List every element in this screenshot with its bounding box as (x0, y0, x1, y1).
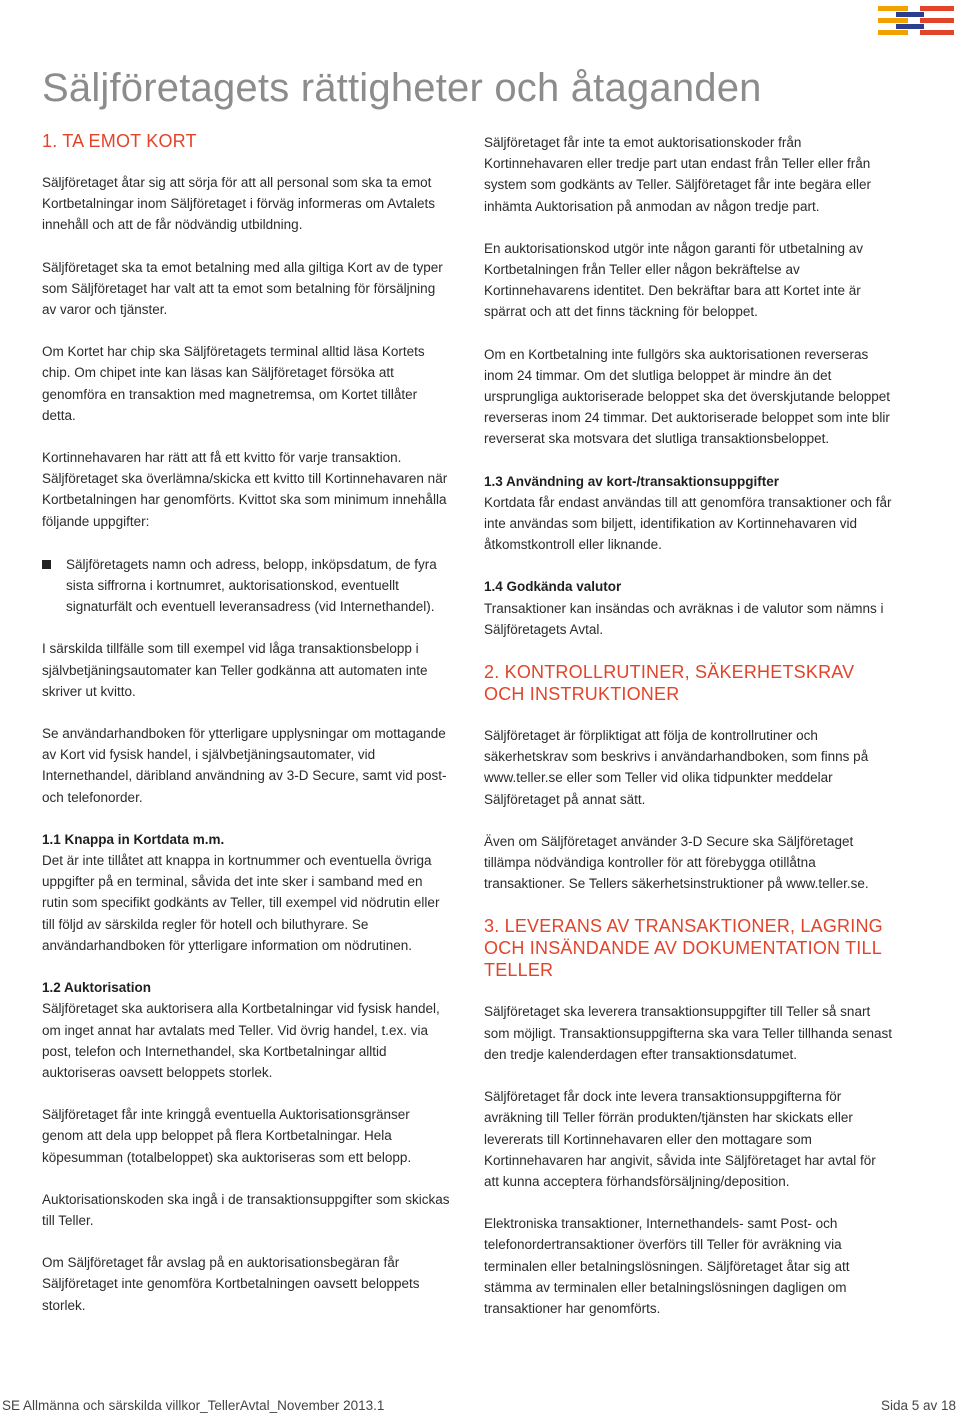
paragraph: I särskilda tillfälle som till exempel vid låga transaktionsbelopp i självbetjäningsautomater kan Teller godkänna att automaten inte skriver ut kvitto. (42, 641, 428, 699)
footer-page-number: Sida 5 av 18 (880, 1398, 956, 1413)
receipt-requirements-list (42, 554, 452, 618)
paragraph: Säljföretaget får dock inte levera transaktionsuppgifterna för avräkning till Teller förrän produkten/tjänsten har skickats eller levererats till Kortinnehavaren eller den mottagare som Kortinnehavaren har angivit, såvida inte Säljföretaget har avtal för att kunna acceptera förhandsförsäljning/deposition. (484, 1089, 876, 1189)
paragraph: Även om Säljföretaget använder 3-D Secure ska Säljföretaget tillämpa nödvändiga kontroller för att förebygga otillåtna transaktioner. Se Tellers säkerhetsinstruktioner på www.teller.se. (484, 833, 869, 892)
logo-orange-bars (878, 6, 908, 35)
logo-red-bars (920, 6, 954, 35)
paragraph: Säljföretaget ska leverera transaktionsuppgifter till Teller så snart som möjligt. Transaktionsuppgifterna ska vara Teller tillhanda senast den tredje kalenderdagen efter transaktionsdatumet. (484, 1004, 892, 1062)
paragraph: Säljföretaget får inte kringgå eventuella Auktorisationsgränser genom att dela upp beloppet på flera Kortbetalningar. Hela köpesumman (totalbeloppet) ska auktoriseras som ett belopp. (42, 1107, 412, 1165)
right-column (484, 132, 894, 1340)
footer-document-name: SE Allmänna och särskilda villkor_TellerAvtal_November 2013.1 (2, 1398, 385, 1413)
paragraph: Om en Kortbetalning inte fullgörs ska auktorisationen reverseras inom 24 timmar. Om det slutliga beloppet är mindre än det ursprungliga auktoriserade beloppet ska det överskjutande beloppet reverseras inom 24 timmar. Det auktoriserade beloppet som inte blir reverserat ska motsvara det slutliga transaktionsbeloppet. (484, 346, 891, 447)
paragraph: Se användarhandboken för ytterligare upplysningar om mottagande av Kort vid fysisk handel, i självbetjäningsautomater, vid Internethandel, däribland användning av 3-D Secure, samt vid post- och telefonorder. (42, 726, 447, 805)
section-2-heading: 2. KONTROLLRUTINER, SÄKERHETSKRAV OCH INSTRUKTIONER (484, 662, 855, 705)
paragraph: Elektroniska transaktioner, Internethandels- samt Post- och telefonordertransaktioner överförs till Teller för avräkning via terminalen eller betalningslösningen. Säljföretaget åtar sig att stämma av terminalen eller betalningslösningen dagligen om transaktioner har genomförts. (484, 1216, 850, 1316)
paragraph: Säljföretaget är förpliktigat att följa de kontrollrutiner och säkerhetskrav som beskrivs i användarhandboken, som finns på www.teller.se eller som Teller vid olika tidpunkter meddelar Säljföretaget på annat sätt. (484, 728, 869, 807)
list-item: Säljföretagets namn och adress, belopp, inköpsdatum, de fyra sista siffrorna i kortnumret, auktorisationskod, eventuellt signaturfält och eventuell leveransadress (vid Internethandel). (42, 554, 452, 618)
subsection-1-3-heading: 1.3 Användning av kort-/transaktionsuppgifter (484, 473, 780, 489)
paragraph: Kortinnehavaren har rätt att få ett kvitto för varje transaktion. Säljföretaget ska överlämna/skicka ett kvitto till Kortinnehavaren när Kortbetalningen har genomförts. Kvittot ska som minimum innehålla följande uppgifter: (42, 450, 448, 529)
teller-logo-icon (876, 6, 956, 36)
subsection-1-2-heading: 1.2 Auktorisation (42, 980, 152, 996)
left-column (42, 130, 452, 1337)
paragraph: Säljföretaget får inte ta emot auktorisationskoder från Kortinnehavaren eller tredje part utan endast från Teller eller från system som godkänts av Teller. Säljföretaget får inte begära eller inhämta Auktorisation på anmodan av någon tredje part. (484, 135, 871, 214)
paragraph: Kortdata får endast användas till att genomföra transaktioner och får inte användas som biljett, identifikation av Kortinnehavaren vid åtkomstkontroll eller liknande. (484, 494, 892, 553)
page-title: Säljföretagets rättigheter och åtaganden (42, 66, 762, 110)
paragraph: Om Säljföretaget får avslag på en auktorisationsbegäran får Säljföretaget inte genomföra Kortbetalningen oavsett beloppets storlek. (42, 1255, 420, 1313)
paragraph: Säljföretaget ska ta emot betalning med alla giltiga Kort av de typer som Säljföretaget har valt att ta emot som betalning för försäljning av varor och tjänster. (42, 259, 443, 318)
paragraph: Det är inte tillåtet att knappa in kortnummer och eventuella övriga uppgifter på en terminal, såvida det inte sker i samband med en rutin som specifikt godkänts av Teller, till exempel vid nödrutin eller till följd av särskilda regler för hotell och biluthyrare. Se användarhandboken för ytterligare information om nödrutinen. (42, 853, 440, 953)
paragraph: Säljföretaget ska auktorisera alla Kortbetalningar vid fysisk handel, om inget annat har avtalats med Teller. Vid övrig handel, t.ex. via post, telefon och Internethandel, ska Kortbetalningar alltid auktoriseras oavsett beloppets storlek. (42, 1001, 440, 1080)
subsection-1-4-heading: 1.4 Godkända valutor (484, 579, 622, 595)
paragraph: En auktorisationskod utgör inte någon garanti för utbetalning av Kortbetalningen från Teller eller någon bekräftelse av Kortinnehavarens identitet. Den bekräftar bara att Kortet inte är spärrat och att det finns täckning för beloppet. (484, 240, 864, 320)
paragraph: Säljföretaget åtar sig att sörja för att all personal som ska ta emot Kortbetalningar inom Säljföretaget i förväg informeras om Avtalets innehåll och att de får nödvändig utbildning. (42, 175, 435, 233)
paragraph: Om Kortet har chip ska Säljföretagets terminal alltid läsa Kortets chip. Om chipet inte kan läsas kan Säljföretaget försöka att genomföra en transaktion med magnetremsa, om Kortet tillåter detta. (42, 344, 425, 423)
paragraph: Auktorisationskoden ska ingå i de transaktionsuppgifter som skickas till Teller. (42, 1191, 450, 1228)
section-1-heading: 1. TA EMOT KORT (42, 131, 197, 151)
subsection-1-1-heading: 1.1 Knappa in Kortdata m.m. (42, 831, 225, 847)
paragraph: Transaktioner kan insändas och avräknas i de valutor som nämns i Säljföretagets Avtal. (484, 600, 884, 637)
section-3-heading: 3. LEVERANS AV TRANSAKTIONER, LAGRING OCH INSÄNDANDE AV DOKUMENTATION TILL TELLER (484, 916, 883, 981)
